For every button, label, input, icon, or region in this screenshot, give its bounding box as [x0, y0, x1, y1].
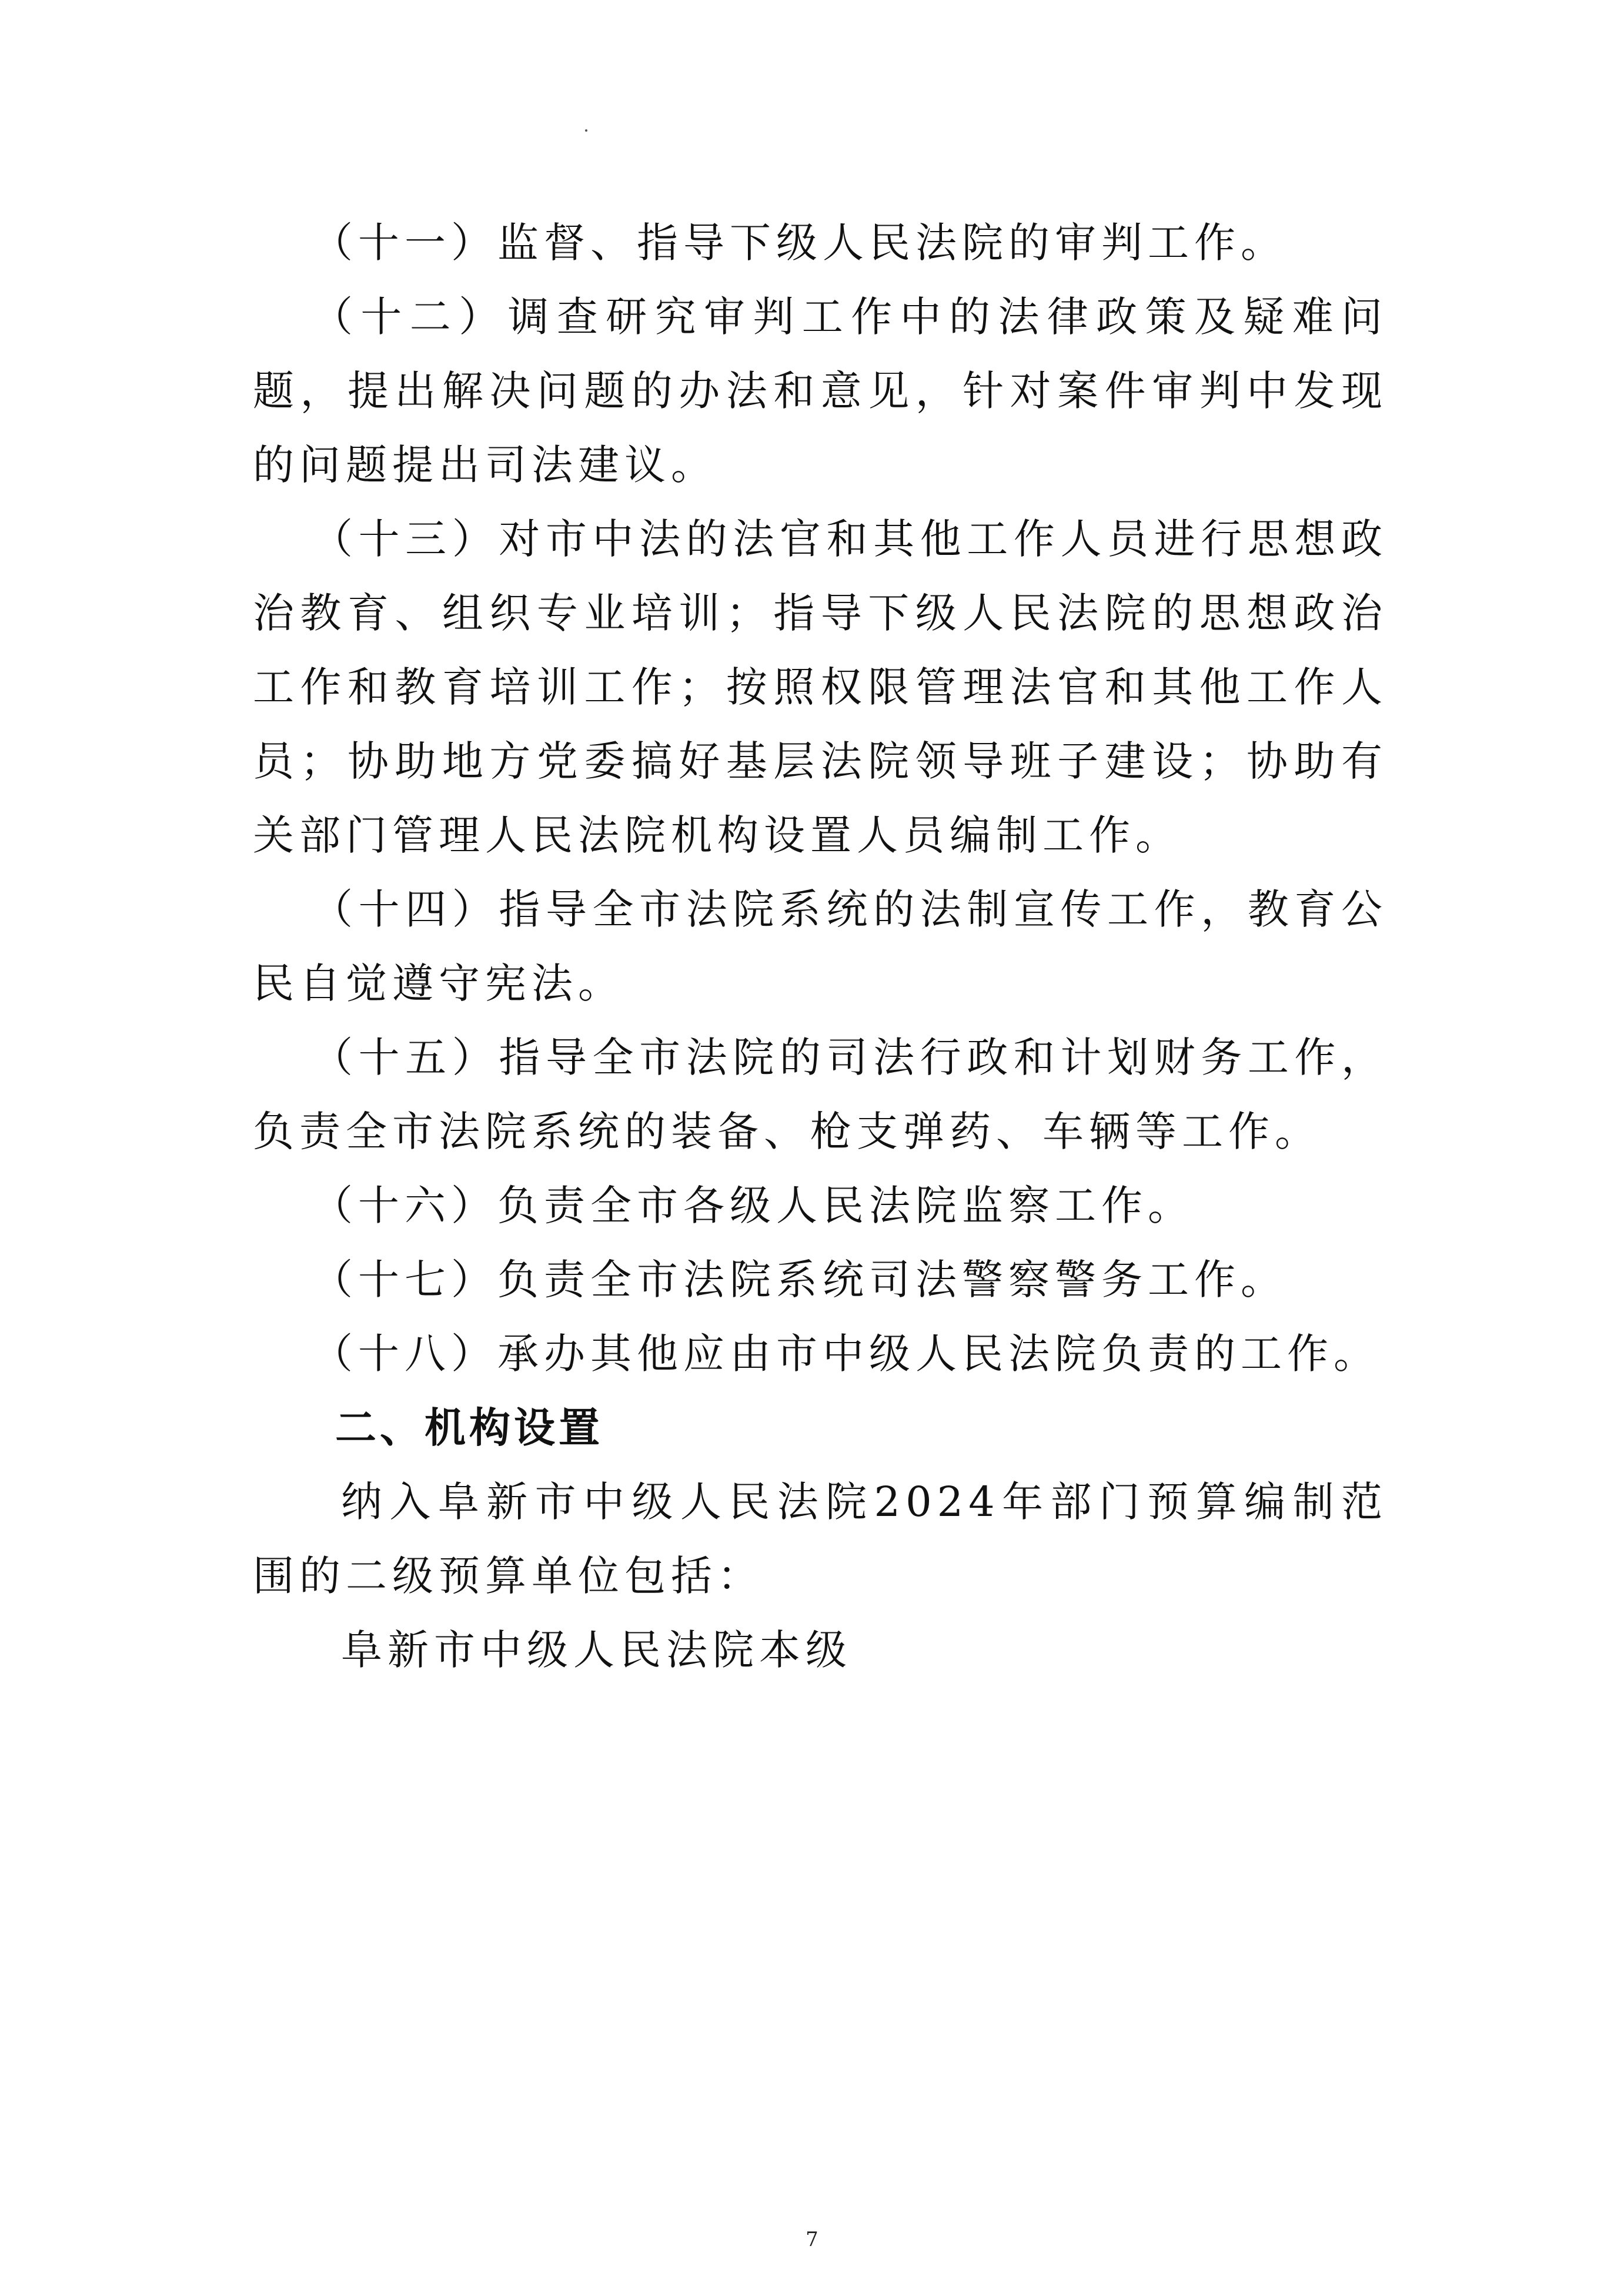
paragraph-item-11: （十一）监督、指导下级人民法院的审判工作。 — [312, 219, 1287, 267]
page-number: 7 — [806, 2228, 818, 2251]
section-paragraph-unit: 阜新市中级人民法院本级 — [341, 1626, 852, 1674]
paragraph-item-18: （十八）承办其他应由市中级人民法院负责的工作。 — [312, 1330, 1380, 1378]
document-body — [253, 206, 1388, 1687]
scan-dot — [585, 129, 587, 132]
paragraph-item-16: （十六）负责全市各级人民法院监察工作。 — [312, 1182, 1194, 1230]
section-paragraph-scope: 纳入阜新市中级人民法院2024年部门预算编制范围的二级预算单位包括： — [253, 1478, 1388, 1600]
paragraph-item-17: （十七）负责全市法院系统司法警察警务工作。 — [312, 1256, 1287, 1304]
section-heading: 二、机构设置 — [335, 1404, 603, 1452]
paragraph-item-13: （十三）对市中法的法官和其他工作人员进行思想政治教育、组织专业培训；指导下级人民法院的思想政治工作和教育培训工作；按照权限管理法官和其他工作人员；协助地方党委搞好基层法院领导班子建设；协助有关部门管理人民法院机构设置人员编制工作。 — [253, 515, 1388, 859]
paragraph-item-14: （十四）指导全市法院系统的法制宣传工作，教育公民自觉遵守宪法。 — [253, 885, 1388, 1008]
paragraph-item-15: （十五）指导全市法院的司法行政和计划财务工作，负责全市法院系统的装备、枪支弹药、车辆等工作。 — [253, 1033, 1388, 1156]
paragraph-item-12: （十二）调查研究审判工作中的法律政策及疑难问题，提出解决问题的办法和意见，针对案件审判中发现的问题提出司法建议。 — [253, 293, 1388, 489]
